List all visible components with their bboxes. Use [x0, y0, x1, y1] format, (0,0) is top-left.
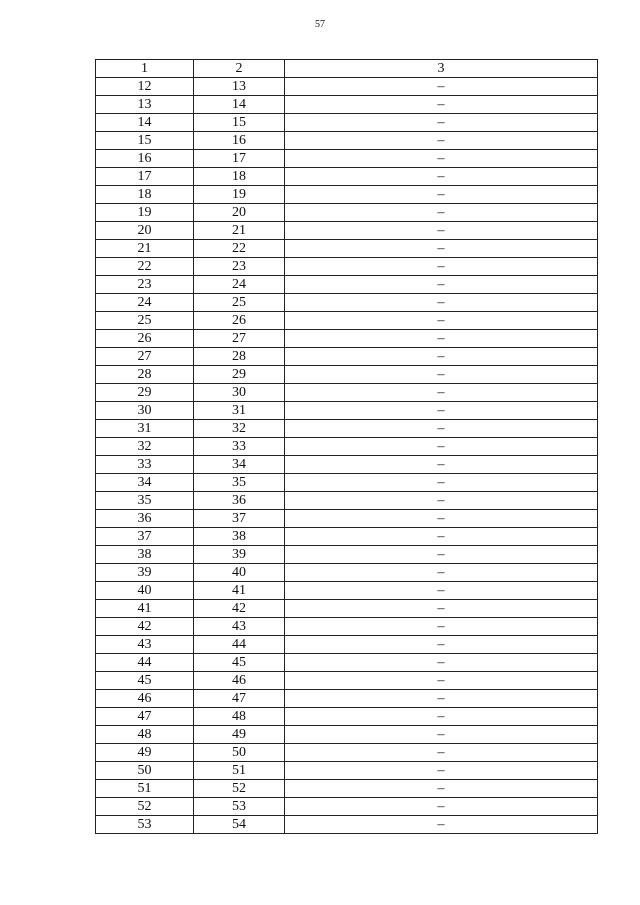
table-cell-col-3: –	[285, 600, 598, 618]
table-row	[96, 564, 598, 582]
table-cell-col-3: –	[285, 582, 598, 600]
table-cell-col-1: 12	[96, 78, 194, 96]
table-cell-col-3: –	[285, 420, 598, 438]
table-row	[96, 186, 598, 204]
table-cell-col-1: 25	[96, 312, 194, 330]
table-cell-col-3: –	[285, 402, 598, 420]
table-row	[96, 132, 598, 150]
table-cell-col-3: –	[285, 114, 598, 132]
table-row	[96, 240, 598, 258]
table-cell-col-3: –	[285, 132, 598, 150]
table-cell-col-3: –	[285, 636, 598, 654]
table-cell-col-1: 53	[96, 816, 194, 834]
table-cell-col-2: 31	[194, 402, 285, 420]
table-cell-col-2: 24	[194, 276, 285, 294]
header-row	[96, 60, 598, 78]
table-cell-col-1: 33	[96, 456, 194, 474]
table-cell-col-2: 49	[194, 726, 285, 744]
table-cell-col-1: 18	[96, 186, 194, 204]
table-cell-col-2: 20	[194, 204, 285, 222]
table-cell-col-2: 36	[194, 492, 285, 510]
table-cell-col-3: –	[285, 312, 598, 330]
table-cell-col-3: –	[285, 726, 598, 744]
table-cell-col-3: –	[285, 708, 598, 726]
table-header	[96, 60, 598, 78]
table-cell-col-3: –	[285, 654, 598, 672]
table-cell-col-3: –	[285, 348, 598, 366]
table-row	[96, 744, 598, 762]
table-row	[96, 168, 598, 186]
table-cell-col-1: 36	[96, 510, 194, 528]
table-cell-col-1: 26	[96, 330, 194, 348]
table-cell-col-3: –	[285, 762, 598, 780]
table-row	[96, 582, 598, 600]
table-cell-col-1: 14	[96, 114, 194, 132]
table-cell-col-1: 49	[96, 744, 194, 762]
table-cell-col-2: 54	[194, 816, 285, 834]
table-body	[96, 78, 598, 834]
table-cell-col-3: –	[285, 564, 598, 582]
table-cell-col-2: 25	[194, 294, 285, 312]
table-cell-col-1: 47	[96, 708, 194, 726]
table-cell-col-2: 15	[194, 114, 285, 132]
table-row	[96, 762, 598, 780]
table-cell-col-2: 53	[194, 798, 285, 816]
table-cell-col-3: –	[285, 438, 598, 456]
table-cell-col-1: 32	[96, 438, 194, 456]
table-row	[96, 546, 598, 564]
table-cell-col-3: –	[285, 330, 598, 348]
table-row	[96, 600, 598, 618]
table-cell-col-2: 47	[194, 690, 285, 708]
table-cell-col-2: 21	[194, 222, 285, 240]
table-cell-col-1: 44	[96, 654, 194, 672]
table-row	[96, 690, 598, 708]
table-row	[96, 222, 598, 240]
table-cell-col-2: 28	[194, 348, 285, 366]
table-row	[96, 474, 598, 492]
data-table	[95, 59, 598, 834]
table-cell-col-3: –	[285, 744, 598, 762]
table-cell-col-1: 50	[96, 762, 194, 780]
table-cell-col-2: 19	[194, 186, 285, 204]
table-cell-col-2: 29	[194, 366, 285, 384]
table-row	[96, 654, 598, 672]
table-cell-col-1: 17	[96, 168, 194, 186]
table-cell-col-2: 17	[194, 150, 285, 168]
table-row	[96, 294, 598, 312]
table-cell-col-2: 26	[194, 312, 285, 330]
table-cell-col-2: 27	[194, 330, 285, 348]
table-cell-col-2: 35	[194, 474, 285, 492]
table-cell-col-3: –	[285, 672, 598, 690]
table-row	[96, 366, 598, 384]
table-cell-col-3: –	[285, 258, 598, 276]
table-cell-col-1: 45	[96, 672, 194, 690]
table-cell-col-1: 30	[96, 402, 194, 420]
table-row	[96, 96, 598, 114]
table-cell-col-2: 41	[194, 582, 285, 600]
table-cell-col-3: –	[285, 96, 598, 114]
table-cell-col-1: 51	[96, 780, 194, 798]
table-row	[96, 114, 598, 132]
table-cell-col-3: –	[285, 546, 598, 564]
table-row	[96, 636, 598, 654]
table-cell-col-3: –	[285, 240, 598, 258]
table-row	[96, 402, 598, 420]
table-cell-col-2: 30	[194, 384, 285, 402]
table-row	[96, 438, 598, 456]
table-cell-col-2: 32	[194, 420, 285, 438]
table-cell-col-3: –	[285, 78, 598, 96]
table-cell-col-2: 18	[194, 168, 285, 186]
table-cell-col-1: 22	[96, 258, 194, 276]
table-cell-col-2: 52	[194, 780, 285, 798]
table-cell-col-1: 31	[96, 420, 194, 438]
table-cell-col-2: 14	[194, 96, 285, 114]
table-row	[96, 150, 598, 168]
table-cell-col-3: –	[285, 690, 598, 708]
table-cell-col-3: –	[285, 276, 598, 294]
table-cell-col-1: 48	[96, 726, 194, 744]
table-cell-col-3: –	[285, 204, 598, 222]
table-row	[96, 312, 598, 330]
table-cell-col-1: 35	[96, 492, 194, 510]
table-row	[96, 330, 598, 348]
table-cell-col-1: 29	[96, 384, 194, 402]
table-cell-col-2: 13	[194, 78, 285, 96]
table-cell-col-1: 42	[96, 618, 194, 636]
table-cell-col-1: 39	[96, 564, 194, 582]
table-cell-col-1: 20	[96, 222, 194, 240]
table-cell-col-2: 34	[194, 456, 285, 474]
table-cell-col-2: 51	[194, 762, 285, 780]
table-row	[96, 420, 598, 438]
table-row	[96, 798, 598, 816]
table-cell-col-3: –	[285, 222, 598, 240]
table-cell-col-3: –	[285, 618, 598, 636]
table-cell-col-2: 22	[194, 240, 285, 258]
table-cell-col-2: 33	[194, 438, 285, 456]
table-cell-col-1: 13	[96, 96, 194, 114]
column-header-1: 1	[96, 60, 194, 78]
table-cell-col-2: 42	[194, 600, 285, 618]
table-cell-col-1: 19	[96, 204, 194, 222]
table-cell-col-3: –	[285, 168, 598, 186]
table-cell-col-3: –	[285, 384, 598, 402]
table-cell-col-1: 15	[96, 132, 194, 150]
table-cell-col-3: –	[285, 798, 598, 816]
column-header-2: 2	[194, 60, 285, 78]
table-row	[96, 726, 598, 744]
table-row	[96, 780, 598, 798]
table-cell-col-3: –	[285, 510, 598, 528]
table-cell-col-2: 37	[194, 510, 285, 528]
table-cell-col-2: 43	[194, 618, 285, 636]
table-row	[96, 384, 598, 402]
table-cell-col-3: –	[285, 150, 598, 168]
table-row	[96, 456, 598, 474]
table-row	[96, 492, 598, 510]
table-cell-col-3: –	[285, 780, 598, 798]
table-cell-col-2: 48	[194, 708, 285, 726]
table-cell-col-1: 21	[96, 240, 194, 258]
column-header-3: 3	[285, 60, 598, 78]
table-cell-col-1: 16	[96, 150, 194, 168]
table-cell-col-1: 52	[96, 798, 194, 816]
table-row	[96, 276, 598, 294]
table-cell-col-1: 41	[96, 600, 194, 618]
table-cell-col-1: 28	[96, 366, 194, 384]
table-row	[96, 258, 598, 276]
table-cell-col-3: –	[285, 456, 598, 474]
table-cell-col-1: 24	[96, 294, 194, 312]
table-cell-col-2: 45	[194, 654, 285, 672]
table-cell-col-3: –	[285, 186, 598, 204]
table-cell-col-3: –	[285, 294, 598, 312]
table-row	[96, 78, 598, 96]
table-cell-col-2: 40	[194, 564, 285, 582]
table-cell-col-2: 46	[194, 672, 285, 690]
table-cell-col-3: –	[285, 492, 598, 510]
table-cell-col-2: 23	[194, 258, 285, 276]
table-row	[96, 672, 598, 690]
table-row	[96, 348, 598, 366]
table-cell-col-2: 50	[194, 744, 285, 762]
table-cell-col-2: 44	[194, 636, 285, 654]
page-number: 57	[315, 19, 325, 30]
table-cell-col-3: –	[285, 474, 598, 492]
table-cell-col-2: 16	[194, 132, 285, 150]
table-cell-col-1: 46	[96, 690, 194, 708]
table-cell-col-1: 34	[96, 474, 194, 492]
table-cell-col-1: 23	[96, 276, 194, 294]
table-cell-col-3: –	[285, 816, 598, 834]
table-cell-col-2: 38	[194, 528, 285, 546]
table-row	[96, 618, 598, 636]
table-cell-col-3: –	[285, 528, 598, 546]
table-cell-col-1: 43	[96, 636, 194, 654]
table-row	[96, 708, 598, 726]
table-row	[96, 510, 598, 528]
table-cell-col-3: –	[285, 366, 598, 384]
table-cell-col-1: 27	[96, 348, 194, 366]
table-cell-col-1: 40	[96, 582, 194, 600]
table-cell-col-1: 38	[96, 546, 194, 564]
table-row	[96, 204, 598, 222]
table-row	[96, 528, 598, 546]
table-cell-col-2: 39	[194, 546, 285, 564]
table-row	[96, 816, 598, 834]
table-cell-col-1: 37	[96, 528, 194, 546]
